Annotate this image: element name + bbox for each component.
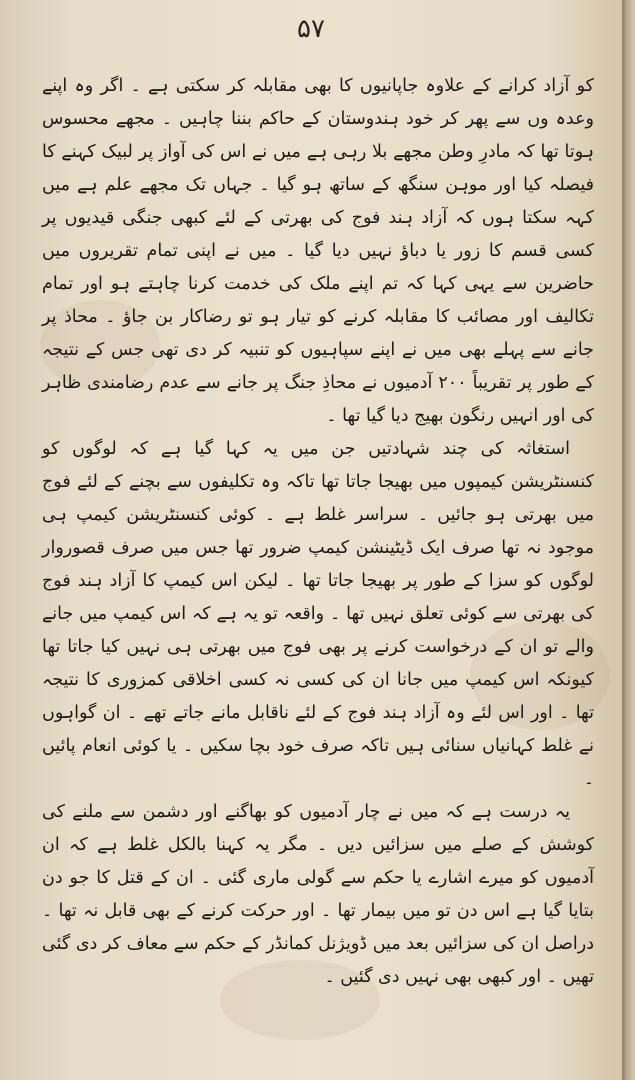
paragraph-3: یہ درست ہے کہ میں نے چار آدمیوں کو بھاگنے اور دشمن سے ملنے کی کوشش کے صلے میں سزائیں دیں ۔ مگر یہ کہنا بالکل غلط ہے کہ ان آدمیوں کو میرے اشارے یا حکم سے گولی ماری گئی ۔ ان کے قتل کا جو دن بتایا گیا ہے اس دن تو میں بیمار تھا ۔ اور حرکت کرنے کے بھی قابل نہ تھا ۔ دراصل ان کی سزائیں بعد میں ڈویژنل کمانڈر کے حکم سے معاف کر دی گئی تھیں ۔ اور کبھی بھی نہیں دی گئیں ۔ xyxy=(42,802,594,987)
paragraph-2: استغاثہ کی چند شہادتیں جن میں یہ کہا گیا ہے کہ لوگوں کو کنسنٹریشن کیمپوں میں بھیجا جاتا تھا تاکہ وہ تکلیفوں سے بچنے کے لئے فوج میں بھرتی ہو جائیں ۔ سراسر غلط ہے ۔ کوئی کنسنٹریشن کیمپ ہی موجود نہ تھا صرف ایک ڈیٹینشن کیمپ ضرور تھا جس میں صرف قصوروار لوگوں کو سزا کے طور پر بھیجا جاتا تھا ۔ لیکن اس کیمپ کا آزاد ہند فوج کی بھرتی سے کوئی تعلق نہیں تھا ۔ واقعہ تو یہ ہے کہ اس کیمپ میں جانے والے تو ان کے درخواست کرنے پر بھی فوج میں بھرتی ہی نہیں کیا جاتا تھا کیونکہ اس کیمپ میں جانا ان کی کسی نہ کسی اخلاقی کمزوری کا نتیجہ تھا ۔ اور اس لئے وہ آزاد ہند فوج کے لئے ناقابل مانے جاتے تھے ۔ ان گواہوں نے غلط کہانیاں سنائی ہیں تاکہ صرف خود بچا سکیں ۔ یا کوئی انعام پائیں ۔ xyxy=(42,439,594,789)
page-number: ۵۷ xyxy=(297,14,325,44)
paragraph-1: کو آزاد کرانے کے علاوہ جاپانیوں کا بھی مقابلہ کر سکتی ہے ۔ اگر وہ اپنے وعدہ وں سے پھر کر خود ہندوستان کے حاکم بننا چاہیں ۔ مجھے محسوس ہوتا تھا کہ مادرِ وطن مجھے بلا رہی ہے میں نے اس کی آواز پر لبیک کہنے کا فیصلہ کیا اور موہن سنگھ کے ساتھ ہو گیا ۔ جہاں تک مجھے علم ہے میں کہہ سکتا ہوں کہ آزاد ہند فوج کی بھرتی کے لئے کبھی جنگی قیدیوں پر کسی قسم کا زور یا دباؤ نہیں دیا گیا ۔ میں نے اپنی تمام تقریروں میں حاضرین سے یہی کہا کہ تم اپنے ملک کی خدمت کرنا چاہتے ہو اور تمام تکالیف اور مصائب کا مقابلہ کرنے کو تیار ہو تو رضاکار بن جاؤ ۔ محاذ پر جانے سے پہلے بھی میں نے اپنے سپاہیوں کو تنبیہ کر دی تھی جس کے نتیجہ کے طور پر تقریباً ۲۰۰ آدمیوں نے محاذِ جنگ پر جانے سے عدم رضامندی ظاہر کی اور انہیں رنگون بھیج دیا گیا تھا ۔ xyxy=(42,76,594,426)
book-spine-edge xyxy=(622,0,635,1080)
body-text xyxy=(42,70,594,994)
